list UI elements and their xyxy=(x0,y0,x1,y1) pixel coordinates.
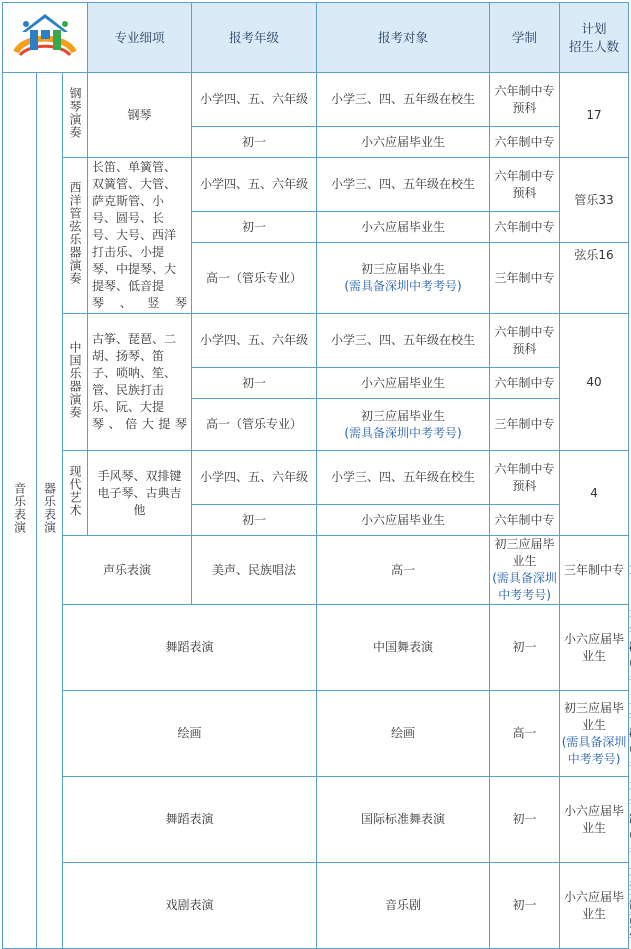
category-ballroom: 舞蹈表演 xyxy=(63,777,317,863)
duration-cell: 六年制中专预科 xyxy=(490,451,560,505)
table-row xyxy=(3,691,629,777)
duration-cell: 六年制中专 xyxy=(490,505,560,536)
major-musical: 音乐剧 xyxy=(317,863,490,949)
table-row xyxy=(3,536,629,605)
col-header-grade: 报考年级 xyxy=(192,3,317,73)
table-row xyxy=(3,314,629,368)
quota-chinese: 40 xyxy=(560,314,629,451)
target-cell: 小学三、四、五年级在校生 xyxy=(317,73,490,127)
target-cell xyxy=(560,691,629,777)
grade-cell: 高一 xyxy=(317,536,490,605)
target-text: 初三应届毕业生 xyxy=(494,537,555,568)
grade-cell: 初一 xyxy=(192,212,317,243)
target-cell: 小六应届毕业生 xyxy=(560,777,629,863)
duration-cell: 六年制中专 xyxy=(490,127,560,158)
grade-cell: 小学四、五、六年级 xyxy=(192,314,317,368)
duration-cell: 六年制中专预科 xyxy=(490,158,560,212)
target-text: 初三应届毕业生 xyxy=(361,408,446,423)
category-drama: 戏剧表演 xyxy=(63,863,317,949)
table-row xyxy=(3,605,629,691)
grade-cell: 初一 xyxy=(192,505,317,536)
duration-cell: 六年制中专预科 xyxy=(490,73,560,127)
header-row xyxy=(3,3,629,73)
target-cell: 小六应届毕业生 xyxy=(560,605,629,691)
quota-string: 弦乐16 xyxy=(560,243,629,314)
table-row xyxy=(3,158,629,212)
sub-vocal: 声乐表演 xyxy=(63,536,192,605)
col-header-major: 专业细项 xyxy=(88,3,192,73)
category-instrumental: 器乐表演 xyxy=(37,73,63,949)
sub-piano: 钢琴演奏 xyxy=(63,73,88,158)
target-cell: 小学三、四、五年级在校生 xyxy=(317,314,490,368)
grade-cell: 小学四、五、六年级 xyxy=(192,73,317,127)
grade-cell: 初一 xyxy=(192,368,317,399)
sub-chinese: 中国乐器演奏 xyxy=(63,314,88,451)
target-note: (需具备深圳中考考号) xyxy=(344,425,462,440)
sub-modern: 现代艺术 xyxy=(63,451,88,536)
target-cell: 小学三、四、五年级在校生 xyxy=(317,158,490,212)
quota-piano: 17 xyxy=(560,73,629,158)
target-cell: 小学三、四、五年级在校生 xyxy=(317,451,490,505)
major-dance: 中国舞表演 xyxy=(317,605,490,691)
major-chinese: 古筝、琵琶、二胡、扬琴、笛子、唢呐、笙、管、民族打击乐、阮、大提琴、倍大提琴 xyxy=(88,314,192,451)
duration-cell: 三年制中专 xyxy=(490,399,560,451)
duration-cell: 三年制中专 xyxy=(560,536,629,605)
sub-western: 西洋管弦乐器演奏 xyxy=(63,158,88,314)
table-row xyxy=(3,451,629,505)
grade-cell: 高一（管乐专业） xyxy=(192,243,317,314)
major-piano: 钢琴 xyxy=(88,73,192,158)
grade-cell: 初一 xyxy=(490,605,560,691)
house-logo-icon xyxy=(10,8,80,64)
table-row xyxy=(3,863,629,949)
duration-cell: 三年制中专 xyxy=(490,243,560,314)
category-dance: 舞蹈表演 xyxy=(63,605,317,691)
grade-cell: 初一 xyxy=(192,127,317,158)
target-text: 初三应届毕业生 xyxy=(361,262,446,276)
col-header-target: 报考对象 xyxy=(317,3,490,73)
col-header-quota: 计划 招生人数 xyxy=(560,3,629,73)
target-cell: 小六应届毕业生 xyxy=(317,212,490,243)
table-row xyxy=(3,73,629,127)
col-header-duration: 学制 xyxy=(490,3,560,73)
major-ballroom: 国际标准舞表演 xyxy=(317,777,490,863)
table-row xyxy=(3,777,629,863)
grade-cell: 初一 xyxy=(490,863,560,949)
grade-cell: 初一 xyxy=(490,777,560,863)
target-cell: 小六应届毕业生 xyxy=(317,505,490,536)
duration-cell: 六年制中专预科 xyxy=(490,314,560,368)
target-cell: 小六应届毕业生 xyxy=(560,863,629,949)
target-note: (需具备深圳中考考号) xyxy=(561,734,627,766)
target-note: (需具备深圳中考考号) xyxy=(492,571,557,602)
target-cell xyxy=(490,536,560,605)
major-vocal: 美声、民族唱法 xyxy=(192,536,317,605)
duration-cell: 六年制中专 xyxy=(490,368,560,399)
target-cell: 小六应届毕业生 xyxy=(317,127,490,158)
target-note: (需具备深圳中考考号) xyxy=(344,279,462,293)
category-painting: 绘画 xyxy=(63,691,317,777)
quota-wind: 管乐33 xyxy=(560,158,629,243)
grade-cell: 小学四、五、六年级 xyxy=(192,158,317,212)
category-music: 音乐表演 xyxy=(3,73,37,949)
major-painting: 绘画 xyxy=(317,691,490,777)
target-cell xyxy=(317,243,490,314)
school-logo xyxy=(3,3,88,73)
target-text: 初三应届毕业生 xyxy=(564,700,625,732)
major-western: 长笛、单簧管、双簧管、大管、萨克斯管、小号、圆号、长号、大号、西洋打击乐、小提琴、中提琴、大提琴、低音提琴、竖琴 xyxy=(88,158,192,314)
target-cell xyxy=(317,399,490,451)
target-cell: 小六应届毕业生 xyxy=(317,368,490,399)
grade-cell: 小学四、五、六年级 xyxy=(192,451,317,505)
enrollment-table xyxy=(2,2,629,949)
grade-cell: 高一（管乐专业） xyxy=(192,399,317,451)
duration-cell: 六年制中专 xyxy=(490,212,560,243)
grade-cell: 高一 xyxy=(490,691,560,777)
quota-modern: 4 xyxy=(560,451,629,536)
major-modern: 手风琴、双排键电子琴、古典吉他 xyxy=(88,451,192,536)
